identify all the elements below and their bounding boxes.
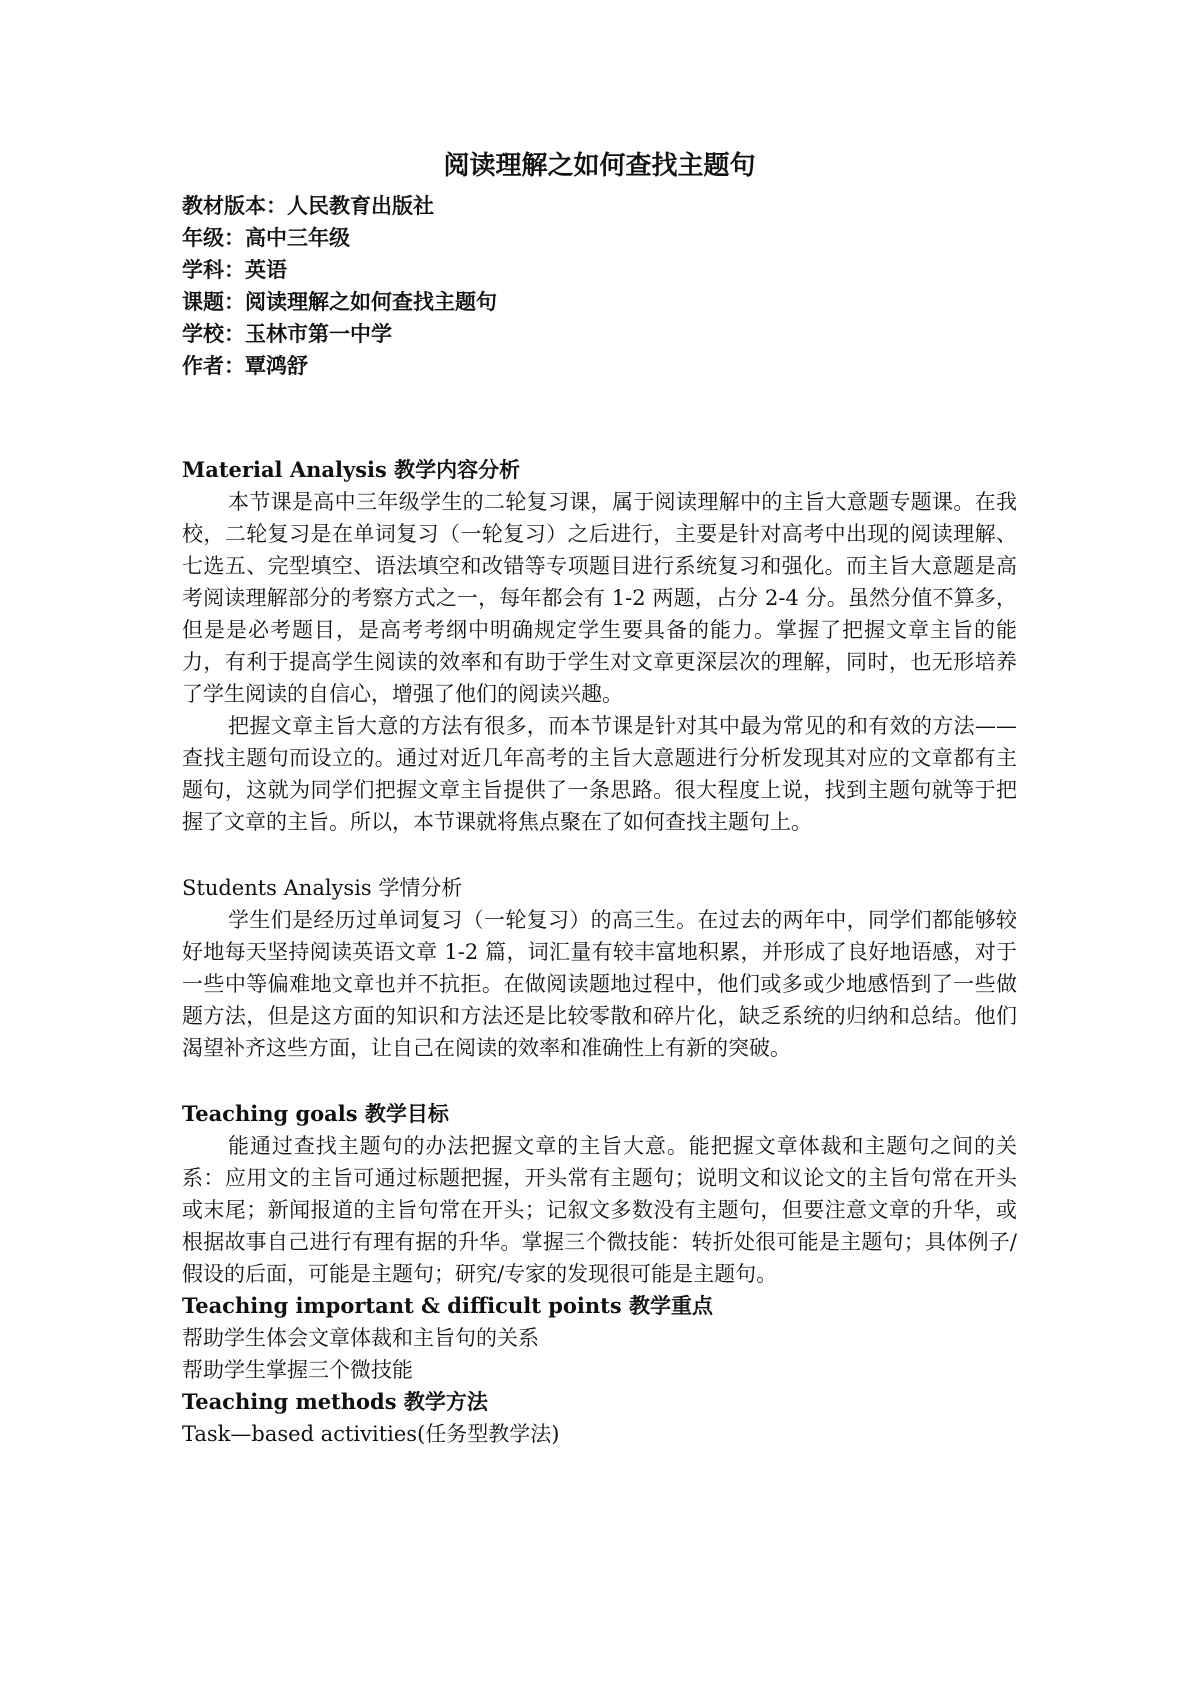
material-analysis-paragraph-2: 把握文章主旨大意的方法有很多，而本节课是针对其中最为常见的和有效的方法——查找主题句而设立的。通过对近几年高考的主旨大意题进行分析发现其对应的文章都有主题句，这就为同学们把握文章主旨提供了一条思路。很大程度上说，找到主题句就等于把握了文章的主旨。所以，本节课就将焦点聚在了如何查找主题句上。 xyxy=(182,714,1017,834)
teaching-methods-text: Task—based activities(任务型教学法) xyxy=(182,1422,560,1446)
meta-school: 学校：玉林市第一中学 xyxy=(182,321,392,346)
meta-grade: 年级：高中三年级 xyxy=(182,225,350,250)
meta-block xyxy=(182,190,1017,382)
meta-subject: 学科：英语 xyxy=(182,257,287,282)
teaching-methods-heading: Teaching methods 教学方法 xyxy=(182,1389,488,1414)
students-analysis-paragraph: 学生们是经历过单词复习（一轮复习）的高三生。在过去的两年中，同学们都能够较好地每天坚持阅读英语文章 1-2 篇，词汇量有较丰富地积累，并形成了良好地语感，对于一些中等偏难地文章也并不抗拒。在做阅读题地过程中，他们或多或少地感悟到了一些做题方法，但是这方面的知识和方法还是比较零散和碎片化，缺乏系统的归纳和总结。他们渴望补齐这些方面，让自己在阅读的效率和准确性上有新的突破。 xyxy=(182,908,1017,1060)
teaching-goals-heading: Teaching goals 教学目标 xyxy=(182,1101,449,1126)
meta-topic: 课题：阅读理解之如何查找主题句 xyxy=(182,289,497,314)
material-analysis-paragraph-1: 本节课是高中三年级学生的二轮复习课，属于阅读理解中的主旨大意题专题课。在我校，二轮复习是在单词复习（一轮复习）之后进行，主要是针对高考中出现的阅读理解、七选五、完型填空、语法填空和改错等专项题目进行系统复习和强化。而主旨大意题是高考阅读理解部分的考察方式之一，每年都会有 1-2 两题，占分 2-4 分。虽然分值不算多，但是是必考题目，是高考考纲中明确规定学生要具备的能力。掌握了把握文章主旨的能力，有利于提高学生阅读的效率和有助于学生对文章更深层次的理解，同时，也无形培养了学生阅读的自信心，增强了他们的阅读兴趣。 xyxy=(182,490,1017,706)
material-analysis-heading: Material Analysis 教学内容分析 xyxy=(182,457,521,482)
document-page xyxy=(182,150,1017,1450)
meta-author: 作者：覃鸿舒 xyxy=(182,353,308,378)
students-analysis-heading: Students Analysis 学情分析 xyxy=(182,876,463,900)
important-point-item: 帮助学生掌握三个微技能 xyxy=(182,1358,413,1382)
important-point-item: 帮助学生体会文章体裁和主旨句的关系 xyxy=(182,1326,539,1350)
teaching-goals-paragraph: 能通过查找主题句的办法把握文章的主旨大意。能把握文章体裁和主题句之间的关系：应用文的主旨可通过标题把握，开头常有主题句；说明文和议论文的主旨句常在开头或末尾；新闻报道的主旨句常在开头；记叙文多数没有主题句，但要注意文章的升华，或根据故事自己进行有理有据的升华。掌握三个微技能：转折处很可能是主题句；具体例子/假设的后面，可能是主题句；研究/专家的发现很可能是主题句。 xyxy=(182,1134,1017,1286)
important-points-heading: Teaching important & difficult points 教学重点 xyxy=(182,1293,713,1318)
meta-textbook: 教材版本：人民教育出版社 xyxy=(182,193,434,218)
document-title: 阅读理解之如何查找主题句 xyxy=(443,151,756,181)
